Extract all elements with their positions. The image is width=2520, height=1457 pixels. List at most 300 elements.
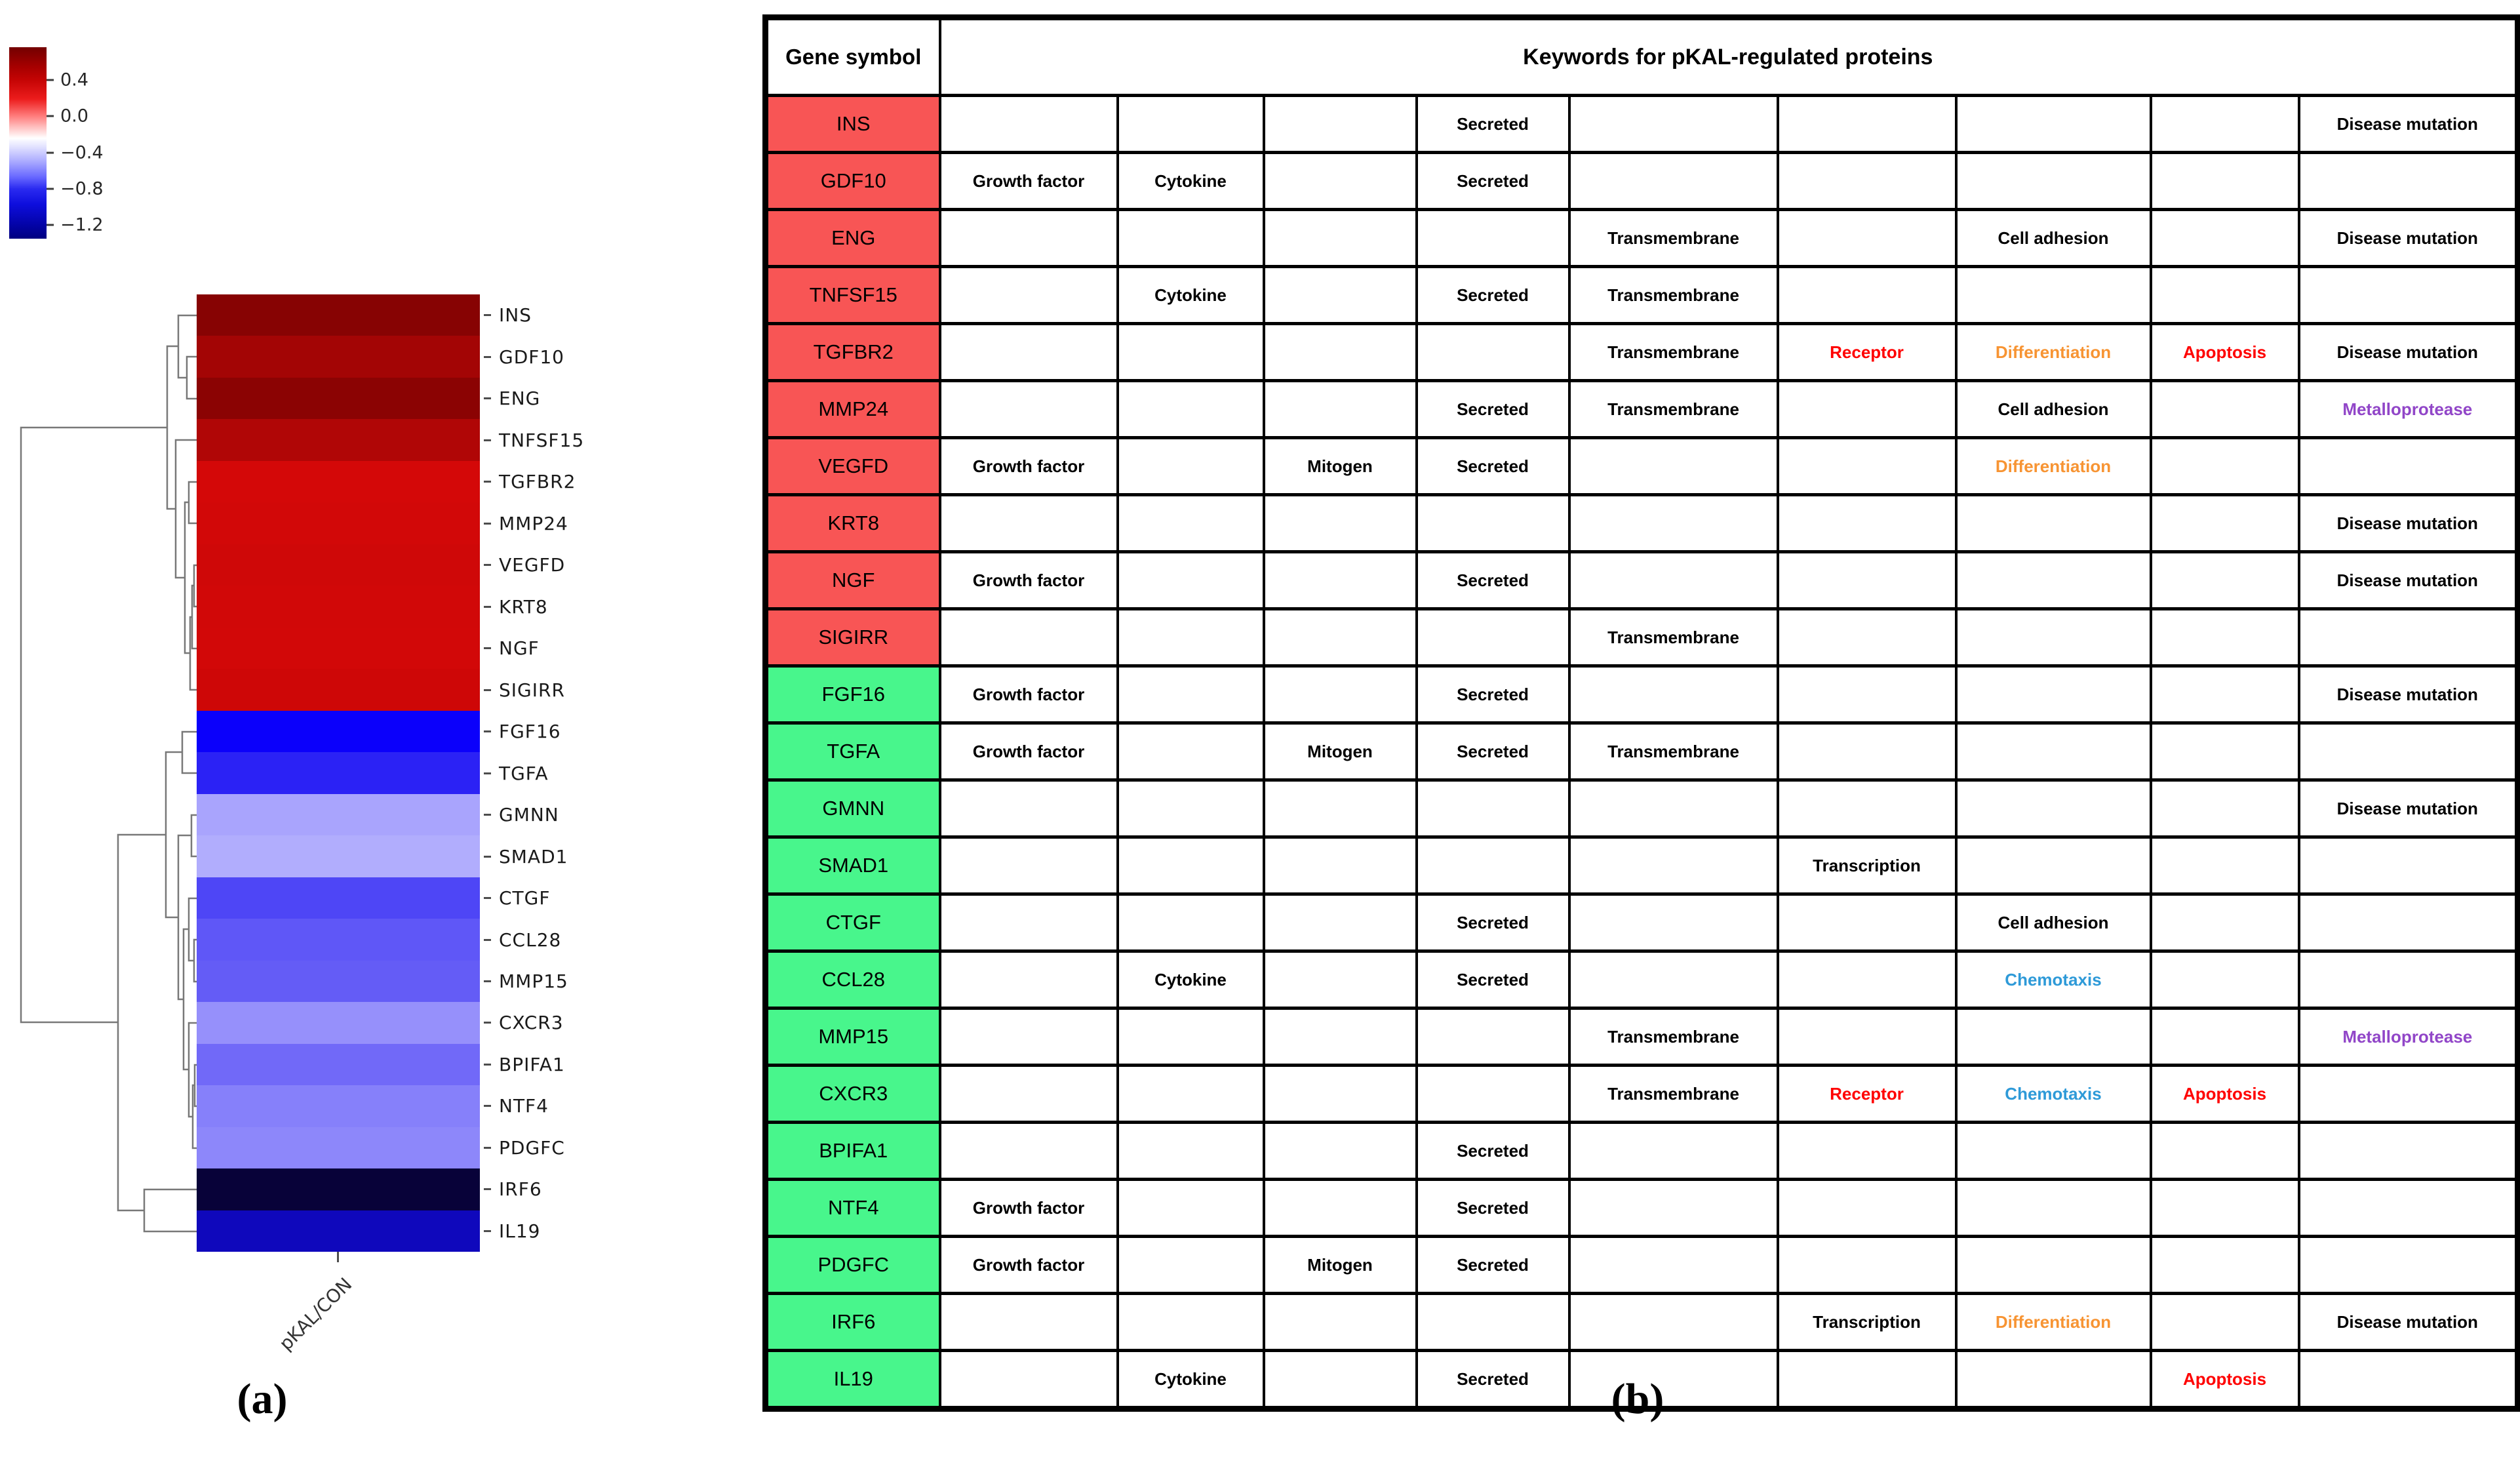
- empty-cell: [1417, 609, 1569, 666]
- empty-cell: [1956, 1237, 2151, 1294]
- heatmap-gene-name: FGF16: [499, 721, 561, 743]
- keyword-cell: Mitogen: [1264, 723, 1417, 780]
- empty-cell: [2299, 723, 2518, 780]
- table-row: [766, 495, 2518, 552]
- heatmap-gene-name: GMNN: [499, 804, 559, 826]
- empty-cell: [2151, 666, 2299, 723]
- empty-cell: [1264, 267, 1417, 324]
- empty-cell: [940, 1008, 1118, 1066]
- empty-cell: [1118, 96, 1264, 153]
- heatmap-row-tick: [484, 1105, 491, 1107]
- colorbar-tick-dash: [47, 224, 54, 226]
- empty-cell: [1417, 324, 1569, 381]
- gene-symbol-header: [766, 18, 940, 96]
- table-row: [766, 324, 2518, 381]
- empty-cell: [1778, 1351, 1956, 1409]
- empty-cell: [1417, 1066, 1569, 1123]
- keyword-cell: Disease mutation: [2299, 666, 2518, 723]
- gene-symbol-cell: INS: [766, 96, 940, 153]
- keyword-cell: Transmembrane: [1569, 1008, 1778, 1066]
- empty-cell: [1118, 666, 1264, 723]
- heatmap-gene-name: CXCR3: [499, 1012, 564, 1034]
- heatmap-cell-PDGFC: [197, 1127, 480, 1168]
- empty-cell: [1956, 1008, 2151, 1066]
- heatmap-row-label: [484, 294, 680, 336]
- empty-cell: [1956, 780, 2151, 837]
- empty-cell: [2151, 153, 2299, 210]
- empty-cell: [1264, 837, 1417, 894]
- keyword-cell: Secreted: [1417, 1123, 1569, 1180]
- keyword-cell: Apoptosis: [2151, 324, 2299, 381]
- keyword-cell: Cytokine: [1118, 1351, 1264, 1409]
- heatmap-row-label: [484, 1085, 680, 1127]
- heatmap-row-tick: [484, 1064, 491, 1066]
- empty-cell: [1264, 666, 1417, 723]
- heatmap-row-tick: [484, 397, 491, 399]
- empty-cell: [1118, 552, 1264, 609]
- heatmap-gene-name: IL19: [499, 1220, 541, 1242]
- empty-cell: [1778, 1237, 1956, 1294]
- heatmap-row-label: [484, 1127, 680, 1168]
- empty-cell: [1118, 1066, 1264, 1123]
- keyword-cell: Growth factor: [940, 153, 1118, 210]
- empty-cell: [1956, 1123, 2151, 1180]
- keyword-cell: Secreted: [1417, 894, 1569, 951]
- empty-cell: [1778, 96, 1956, 153]
- keyword-cell: Growth factor: [940, 1180, 1118, 1237]
- keyword-cell: Cell adhesion: [1956, 210, 2151, 267]
- heatmap-row-tick: [484, 939, 491, 941]
- keyword-cell: Secreted: [1417, 267, 1569, 324]
- keyword-cell: Disease mutation: [2299, 210, 2518, 267]
- colorbar-tick: [47, 179, 104, 199]
- empty-cell: [2151, 96, 2299, 153]
- empty-cell: [2151, 495, 2299, 552]
- keyword-cell: Differentiation: [1956, 324, 2151, 381]
- heatmap-gene-name: MMP24: [499, 512, 568, 534]
- heatmap-cell-NTF4: [197, 1085, 480, 1127]
- colorbar-tick: [47, 142, 104, 163]
- empty-cell: [1569, 837, 1778, 894]
- gene-symbol-cell: KRT8: [766, 495, 940, 552]
- empty-cell: [1778, 666, 1956, 723]
- empty-cell: [1264, 324, 1417, 381]
- table-row: [766, 96, 2518, 153]
- empty-cell: [1118, 1180, 1264, 1237]
- empty-cell: [1118, 780, 1264, 837]
- empty-cell: [2151, 267, 2299, 324]
- keyword-cell: Secreted: [1417, 552, 1569, 609]
- empty-cell: [2299, 1237, 2518, 1294]
- empty-cell: [1118, 210, 1264, 267]
- heatmap-row-label: [484, 336, 680, 377]
- gene-symbol-cell: VEGFD: [766, 438, 940, 495]
- empty-cell: [1569, 666, 1778, 723]
- empty-cell: [1417, 1008, 1569, 1066]
- empty-cell: [1778, 495, 1956, 552]
- keyword-cell: Metalloprotease: [2299, 381, 2518, 438]
- heatmap-gene-name: VEGFD: [499, 554, 566, 576]
- heatmap-row-label: [484, 711, 680, 752]
- heatmap-gene-name: MMP15: [499, 970, 568, 992]
- heatmap-gene-name: TGFBR2: [499, 471, 576, 493]
- heatmap-gene-name: SIGIRR: [499, 679, 565, 701]
- keyword-cell: Secreted: [1417, 381, 1569, 438]
- empty-cell: [1118, 894, 1264, 951]
- keyword-cell: Transmembrane: [1569, 381, 1778, 438]
- keyword-cell: Receptor: [1778, 324, 1956, 381]
- heatmap-row-tick: [484, 1147, 491, 1149]
- gene-symbol-cell: IRF6: [766, 1294, 940, 1351]
- empty-cell: [940, 495, 1118, 552]
- empty-cell: [1264, 951, 1417, 1008]
- empty-cell: [1956, 1351, 2151, 1409]
- keyword-cell: Transmembrane: [1569, 267, 1778, 324]
- empty-cell: [1569, 438, 1778, 495]
- heatmap-cell-CXCR3: [197, 1002, 480, 1043]
- colorbar-tick-label: −0.8: [60, 178, 104, 199]
- empty-cell: [1118, 1294, 1264, 1351]
- empty-cell: [1264, 96, 1417, 153]
- heatmap-cell-MMP24: [197, 502, 480, 544]
- gene-symbol-cell: SMAD1: [766, 837, 940, 894]
- empty-cell: [2151, 552, 2299, 609]
- empty-cell: [2151, 951, 2299, 1008]
- empty-cell: [940, 324, 1118, 381]
- heatmap-row-label: [484, 419, 680, 460]
- table-header-row: [766, 18, 2518, 96]
- empty-cell: [1956, 1180, 2151, 1237]
- heatmap-row-label: [484, 919, 680, 960]
- empty-cell: [1118, 381, 1264, 438]
- heatmap-row-tick: [484, 647, 491, 649]
- empty-cell: [2151, 609, 2299, 666]
- heatmap-row-label: [484, 835, 680, 877]
- table-row: [766, 381, 2518, 438]
- empty-cell: [940, 267, 1118, 324]
- heatmap-row-label: [484, 544, 680, 586]
- colorbar-tick-label: 0.0: [60, 106, 89, 127]
- empty-cell: [1778, 1008, 1956, 1066]
- heatmap-gene-name: TGFA: [499, 762, 549, 784]
- heatmap-gene-name: PDGFC: [499, 1136, 565, 1159]
- keyword-cell: Chemotaxis: [1956, 1066, 2151, 1123]
- table-row: [766, 438, 2518, 495]
- heatmap-cell-SMAD1: [197, 835, 480, 877]
- heatmap-cell-BPIFA1: [197, 1044, 480, 1085]
- heatmap-cell-TGFBR2: [197, 461, 480, 502]
- gene-symbol-cell: CTGF: [766, 894, 940, 951]
- empty-cell: [2299, 267, 2518, 324]
- empty-cell: [1778, 951, 1956, 1008]
- heatmap-row-tick: [484, 856, 491, 858]
- keyword-cell: Secreted: [1417, 153, 1569, 210]
- heatmap-gene-name: BPIFA1: [499, 1053, 565, 1075]
- heatmap-cell-IL19: [197, 1210, 480, 1252]
- keywords-header-text: Keywords for pKAL-regulated proteins: [1523, 44, 1933, 70]
- keyword-cell: Growth factor: [940, 1237, 1118, 1294]
- heatmap-gene-name: CTGF: [499, 887, 551, 909]
- keyword-cell: Secreted: [1417, 1351, 1569, 1409]
- table-row: [766, 780, 2518, 837]
- panel-label-a: (a): [237, 1375, 288, 1423]
- keyword-cell: Receptor: [1778, 1066, 1956, 1123]
- empty-cell: [1778, 552, 1956, 609]
- empty-cell: [1569, 1294, 1778, 1351]
- table-row: [766, 1294, 2518, 1351]
- empty-cell: [1118, 1008, 1264, 1066]
- empty-cell: [940, 1351, 1118, 1409]
- keyword-cell: Disease mutation: [2299, 1294, 2518, 1351]
- empty-cell: [940, 1294, 1118, 1351]
- empty-cell: [1778, 894, 1956, 951]
- heatmap-row-tick: [484, 814, 491, 816]
- heatmap-row-tick: [484, 606, 491, 608]
- table-row: [766, 894, 2518, 951]
- empty-cell: [940, 609, 1118, 666]
- gene-symbol-cell: MMP15: [766, 1008, 940, 1066]
- heatmap-row-label: [484, 586, 680, 627]
- table-row: [766, 1180, 2518, 1237]
- keyword-cell: Secreted: [1417, 723, 1569, 780]
- table-row: [766, 552, 2518, 609]
- keyword-cell: Secreted: [1417, 666, 1569, 723]
- keyword-cell: Transmembrane: [1569, 324, 1778, 381]
- empty-cell: [2151, 438, 2299, 495]
- gene-symbol-cell: PDGFC: [766, 1237, 940, 1294]
- gene-symbol-cell: SIGIRR: [766, 609, 940, 666]
- empty-cell: [1778, 609, 1956, 666]
- keyword-cell: Apoptosis: [2151, 1351, 2299, 1409]
- empty-cell: [1778, 1180, 1956, 1237]
- keyword-cell: Disease mutation: [2299, 552, 2518, 609]
- empty-cell: [1956, 495, 2151, 552]
- gene-symbol-cell: ENG: [766, 210, 940, 267]
- empty-cell: [1264, 381, 1417, 438]
- gene-symbol-cell: CCL28: [766, 951, 940, 1008]
- heatmap-row-label: [484, 1168, 680, 1210]
- heatmap-x-tick: [337, 1252, 339, 1262]
- heatmap-row-tick: [484, 481, 491, 483]
- keyword-cell: Growth factor: [940, 723, 1118, 780]
- empty-cell: [1778, 153, 1956, 210]
- heatmap-row-tick: [484, 1188, 491, 1190]
- empty-cell: [1264, 609, 1417, 666]
- heatmap-row-label: [484, 502, 680, 544]
- gene-symbol-header-text: Gene symbol: [785, 45, 922, 70]
- heatmap-cell-TGFA: [197, 752, 480, 793]
- keyword-cell: Disease mutation: [2299, 324, 2518, 381]
- empty-cell: [2299, 153, 2518, 210]
- keyword-cell: Transmembrane: [1569, 1066, 1778, 1123]
- heatmap-row-label: [484, 1210, 680, 1252]
- heatmap-row-label: [484, 877, 680, 919]
- keyword-cell: Disease mutation: [2299, 495, 2518, 552]
- heatmap-cell-ENG: [197, 378, 480, 419]
- empty-cell: [1956, 96, 2151, 153]
- empty-cell: [1417, 210, 1569, 267]
- heatmap-row-label: [484, 378, 680, 419]
- table-row: [766, 666, 2518, 723]
- heatmap-row-tick: [484, 730, 491, 732]
- heatmap-row-tick: [484, 689, 491, 691]
- empty-cell: [1569, 96, 1778, 153]
- empty-cell: [1118, 723, 1264, 780]
- heatmap-cell-KRT8: [197, 586, 480, 627]
- heatmap-cell-CTGF: [197, 877, 480, 919]
- empty-cell: [1118, 609, 1264, 666]
- colorbar-tick-dash: [47, 79, 54, 81]
- empty-cell: [1417, 495, 1569, 552]
- colorbar-tick-label: 0.4: [60, 70, 89, 90]
- table-row: [766, 609, 2518, 666]
- colorbar-tick-dash: [47, 188, 54, 190]
- empty-cell: [1264, 1180, 1417, 1237]
- empty-cell: [1778, 267, 1956, 324]
- empty-cell: [1778, 438, 1956, 495]
- gene-symbol-cell: FGF16: [766, 666, 940, 723]
- gene-symbol-cell: MMP24: [766, 381, 940, 438]
- keyword-cell: Cytokine: [1118, 951, 1264, 1008]
- colorbar-tick-dash: [47, 151, 54, 153]
- empty-cell: [2299, 438, 2518, 495]
- heatmap-row-tick: [484, 772, 491, 774]
- empty-cell: [1956, 609, 2151, 666]
- heatmap-row-label: [484, 1002, 680, 1043]
- table-row: [766, 267, 2518, 324]
- keyword-cell: Mitogen: [1264, 438, 1417, 495]
- empty-cell: [2151, 1123, 2299, 1180]
- heatmap-row-label: [484, 628, 680, 669]
- colorbar-ticks: [47, 47, 138, 239]
- heatmap-gene-name: SMAD1: [499, 845, 568, 868]
- empty-cell: [1956, 267, 2151, 324]
- colorbar-tick: [47, 70, 89, 90]
- keyword-cell: Differentiation: [1956, 438, 2151, 495]
- heatmap-row-label: [484, 752, 680, 793]
- heatmap-row-label: [484, 461, 680, 502]
- keyword-cell: Transmembrane: [1569, 609, 1778, 666]
- table-row: [766, 837, 2518, 894]
- heatmap-gene-name: CCL28: [499, 928, 562, 951]
- heatmap-row-tick: [484, 523, 491, 525]
- keyword-cell: Apoptosis: [2151, 1066, 2299, 1123]
- keyword-cell: Cell adhesion: [1956, 381, 2151, 438]
- empty-cell: [940, 381, 1118, 438]
- keyword-cell: Transmembrane: [1569, 210, 1778, 267]
- empty-cell: [1118, 837, 1264, 894]
- empty-cell: [2151, 1294, 2299, 1351]
- empty-cell: [1118, 1123, 1264, 1180]
- empty-cell: [1264, 210, 1417, 267]
- empty-cell: [1417, 780, 1569, 837]
- heatmap-cell-TNFSF15: [197, 419, 480, 460]
- gene-symbol-cell: CXCR3: [766, 1066, 940, 1123]
- empty-cell: [940, 894, 1118, 951]
- empty-cell: [2299, 837, 2518, 894]
- empty-cell: [1264, 153, 1417, 210]
- heatmap-cell-NGF: [197, 628, 480, 669]
- keyword-cell: Cytokine: [1118, 267, 1264, 324]
- heatmap-row-tick: [484, 314, 491, 316]
- empty-cell: [1569, 495, 1778, 552]
- empty-cell: [1264, 1008, 1417, 1066]
- gene-symbol-cell: TNFSF15: [766, 267, 940, 324]
- gene-symbol-cell: TGFBR2: [766, 324, 940, 381]
- table-row: [766, 1008, 2518, 1066]
- empty-cell: [1956, 666, 2151, 723]
- empty-cell: [1956, 837, 2151, 894]
- empty-cell: [1569, 951, 1778, 1008]
- keywords-header: [940, 18, 2518, 96]
- keyword-cell: Cell adhesion: [1956, 894, 2151, 951]
- keyword-cell: Differentiation: [1956, 1294, 2151, 1351]
- heatmap-gene-name: TNFSF15: [499, 429, 585, 451]
- empty-cell: [2151, 780, 2299, 837]
- table-row: [766, 1123, 2518, 1180]
- table-row: [766, 210, 2518, 267]
- heatmap-gene-name: GDF10: [499, 346, 564, 368]
- heatmap-cell-SIGIRR: [197, 669, 480, 710]
- colorbar-gradient: [9, 47, 47, 239]
- empty-cell: [1417, 1294, 1569, 1351]
- empty-cell: [2151, 1237, 2299, 1294]
- empty-cell: [1264, 1066, 1417, 1123]
- keyword-cell: Chemotaxis: [1956, 951, 2151, 1008]
- keyword-cell: Transcription: [1778, 1294, 1956, 1351]
- heatmap-cell-MMP15: [197, 961, 480, 1002]
- empty-cell: [940, 1066, 1118, 1123]
- heatmap-gene-name: NTF4: [499, 1095, 549, 1117]
- keyword-cell: Secreted: [1417, 1237, 1569, 1294]
- empty-cell: [1569, 1180, 1778, 1237]
- empty-cell: [1264, 552, 1417, 609]
- empty-cell: [1569, 552, 1778, 609]
- colorbar-tick-label: −1.2: [60, 214, 104, 235]
- keyword-cell: Cytokine: [1118, 153, 1264, 210]
- empty-cell: [940, 780, 1118, 837]
- empty-cell: [1264, 780, 1417, 837]
- gene-symbol-cell: NGF: [766, 552, 940, 609]
- empty-cell: [1118, 438, 1264, 495]
- empty-cell: [940, 837, 1118, 894]
- heatmap-cell-CCL28: [197, 919, 480, 960]
- heatmap-gene-name: ENG: [499, 388, 541, 410]
- heatmap-row-label: [484, 669, 680, 710]
- gene-symbol-cell: BPIFA1: [766, 1123, 940, 1180]
- keyword-cell: Disease mutation: [2299, 780, 2518, 837]
- table-row: [766, 951, 2518, 1008]
- empty-cell: [2299, 894, 2518, 951]
- keyword-cell: Transcription: [1778, 837, 1956, 894]
- heatmap-cell-INS: [197, 294, 480, 336]
- heatmap-cell-VEGFD: [197, 544, 480, 586]
- colorbar-tick-label: −0.4: [60, 142, 104, 163]
- empty-cell: [1118, 1237, 1264, 1294]
- colorbar-tick-dash: [47, 115, 54, 117]
- keyword-cell: Growth factor: [940, 552, 1118, 609]
- table-row: [766, 153, 2518, 210]
- empty-cell: [2151, 381, 2299, 438]
- empty-cell: [940, 1123, 1118, 1180]
- gene-symbol-cell: GDF10: [766, 153, 940, 210]
- heatmap-row-tick: [484, 564, 491, 566]
- heatmap-row-label: [484, 961, 680, 1002]
- panel-label-b: (b): [1611, 1375, 1664, 1423]
- heatmap: [197, 294, 480, 1252]
- empty-cell: [1956, 552, 2151, 609]
- heatmap-gene-name: INS: [499, 304, 532, 327]
